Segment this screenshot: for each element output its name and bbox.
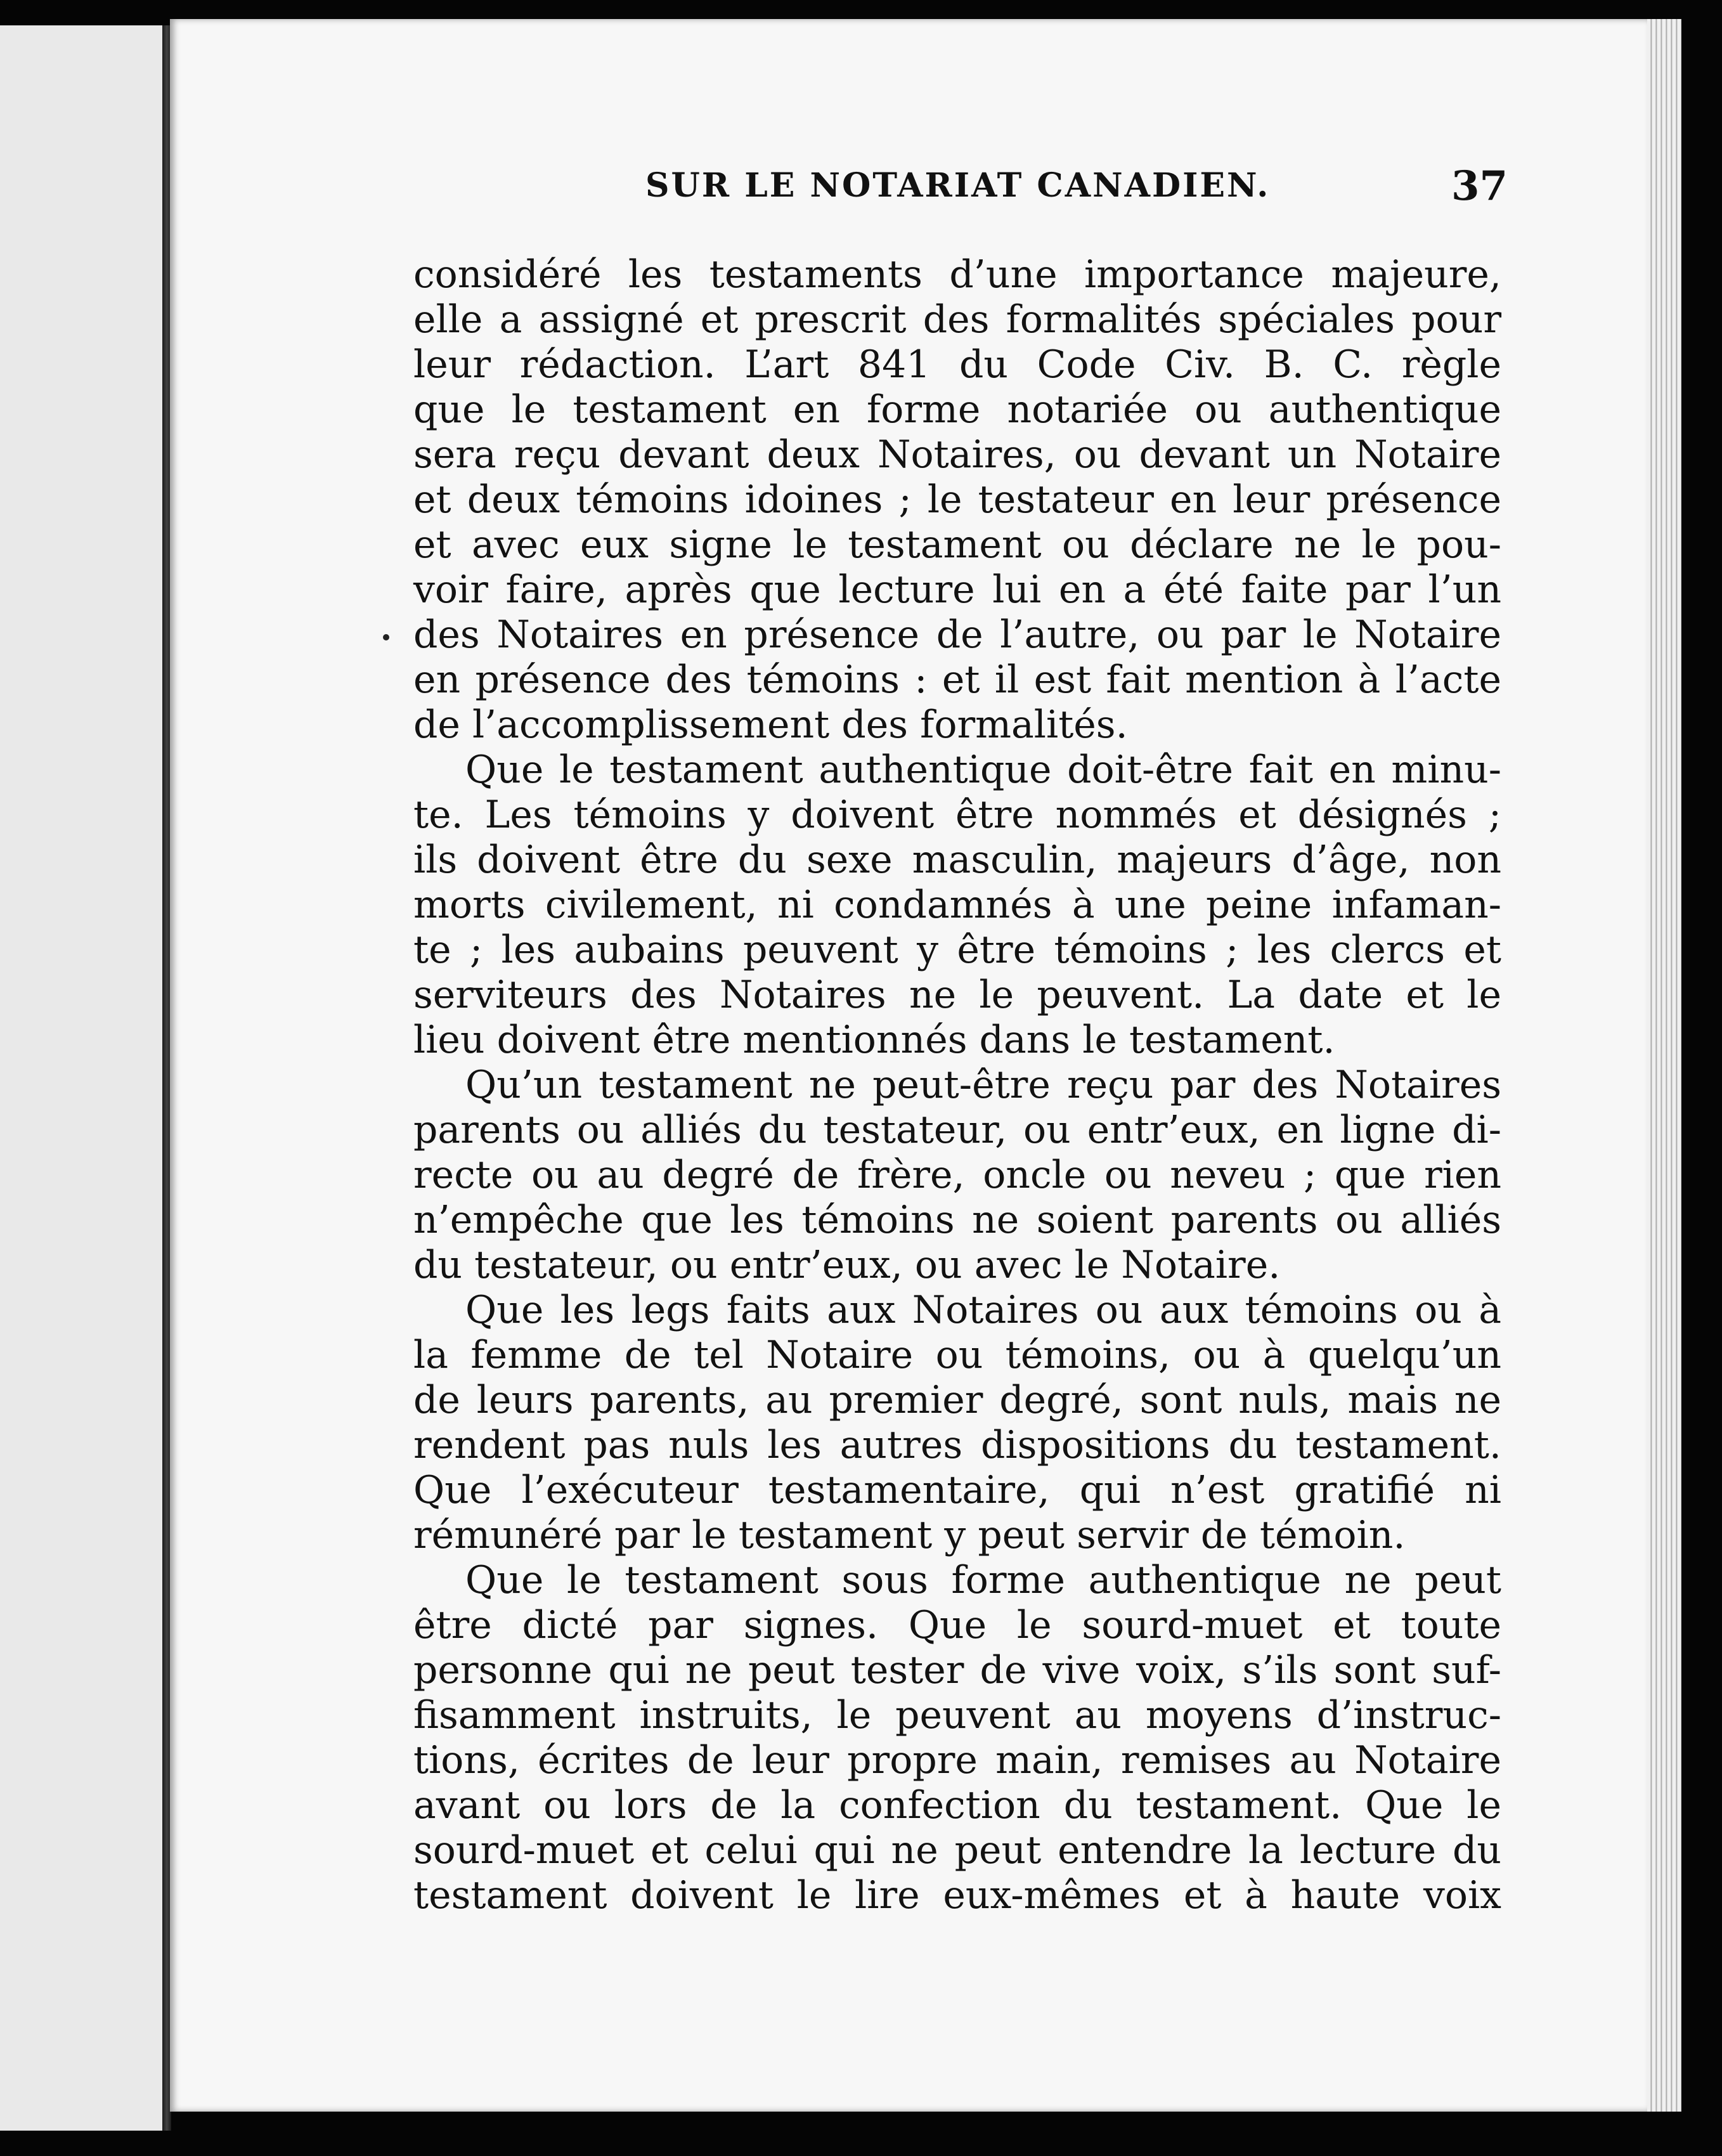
text-line: te ; les aubains peuvent y être témoins ; les clercs et [413,928,1501,972]
text-line: sourd-muet et celui qui ne peut entendre la lecture du [413,1828,1501,1873]
text-line: Que l’exécuteur testamentaire, qui n’est gratifié ni [413,1468,1501,1512]
text-line: rémunéré par le testament y peut servir de témoin. [413,1513,1406,1557]
facing-page-edge [0,25,167,2131]
text-line: ils doivent être du sexe masculin, majeurs d’âge, non [413,838,1501,882]
text-line: te. Les témoins y doivent être nommés et désignés ; [413,793,1501,837]
text-line: la femme de tel Notaire ou témoins, ou à quelqu’un [413,1333,1501,1377]
text-line: de l’accomplissement des formalités. [413,703,1128,747]
text-line: Que le testament sous forme authentique ne peut [465,1558,1501,1602]
text-line: sera reçu devant deux Notaires, ou devant un Notaire [413,432,1501,477]
text-line: et deux témoins idoines ; le testateur en leur présence [413,477,1501,522]
text-line: être dicté par signes. Que le sourd-muet et toute [413,1603,1501,1647]
text-line: rendent pas nuls les autres dispositions du testament. [413,1423,1501,1467]
page-fore-edges [1647,19,1681,2112]
text-line: personne qui ne peut tester de vive voix, s’ils sont suf- [413,1648,1501,1692]
running-title: SUR LE NOTARIAT CANADIEN. [645,166,1271,205]
text-line: Que les legs faits aux Notaires ou aux témoins ou à [465,1288,1501,1332]
text-line: en présence des témoins : et il est fait mention à l’acte [413,658,1501,702]
text-line: et avec eux signe le testament ou déclare ne le pou- [413,523,1501,567]
text-line: morts civilement, ni condamnés à une peine infaman- [413,883,1501,927]
text-line: Que le testament authentique doit-être fait en minu- [465,748,1501,792]
text-line: considéré les testaments d’une importance majeure, [413,252,1501,297]
text-line: serviteurs des Notaires ne le peuvent. La date et le [413,973,1501,1017]
text-line: du testateur, ou entr’eux, ou avec le Notaire. [413,1243,1281,1287]
text-line: de leurs parents, au premier degré, sont nuls, mais ne [413,1378,1501,1422]
page-number: 37 [1451,162,1508,210]
text-line: fisamment instruits, le peuvent au moyens d’instruc- [413,1693,1501,1737]
text-line: voir faire, après que lecture lui en a été faite par l’un [413,568,1501,612]
text-line: lieu doivent être mentionnés dans le testament. [413,1018,1335,1062]
text-line: elle a assigné et prescrit des formalités spéciales pour [413,297,1501,342]
page-header [645,162,1508,217]
text-line: Qu’un testament ne peut-être reçu par des Notaires [465,1063,1501,1107]
text-line: n’empêche que les témoins ne soient parents ou alliés [413,1198,1501,1242]
text-line: tions, écrites de leur propre main, remises au Notaire [413,1738,1501,1783]
text-line: leur rédaction. L’art 841 du Code Civ. B. C. règle [413,342,1501,387]
text-line: testament doivent le lire eux-mêmes et à haute voix [413,1873,1501,1918]
ink-speck [383,634,389,640]
text-line: parents ou alliés du testateur, ou entr’eux, en ligne di- [413,1108,1501,1152]
text-line: que le testament en forme notariée ou authentique [413,387,1501,432]
text-line: des Notaires en présence de l’autre, ou par le Notaire [413,613,1501,657]
text-line: avant ou lors de la confection du testament. Que le [413,1783,1501,1828]
text-line: recte ou au degré de frère, oncle ou neveu ; que rien [413,1153,1501,1197]
body-text [413,252,1501,1918]
